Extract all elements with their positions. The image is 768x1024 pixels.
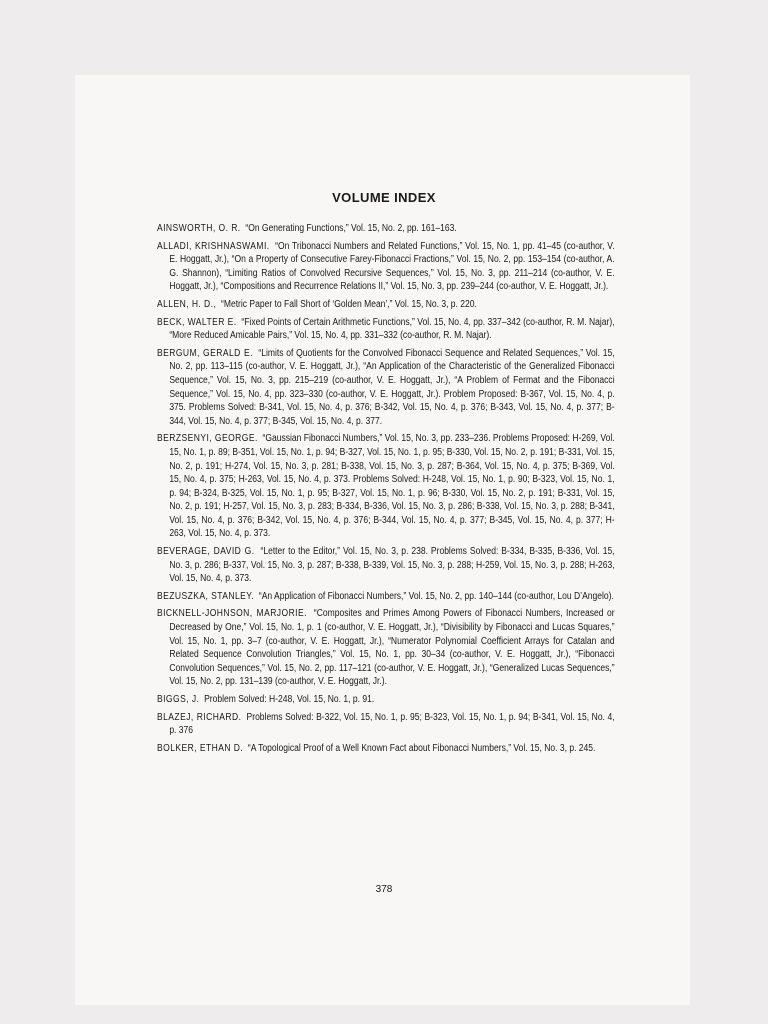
index-entry: [157, 316, 615, 343]
entry-author: BERGUM, GERALD E.: [157, 347, 253, 359]
index-entry: [157, 347, 615, 429]
entry-author: AINSWORTH, O. R.: [157, 223, 241, 234]
entry-text: “Composites and Primes Among Powers of Fibonacci Numbers, Increased or Decreased by One,” Vol. 15, No. 1, p. 1 (co-author, V. E. Hoggatt, Jr.), “Divisibility by Fibonacci and Lucas Squares,” Vol. 15, No. 1, pp. 3–7 (co-author, V. E. Hoggatt, Jr.), “Numerator Polynomial Coefficient Arrays for Catalan and Related Sequence Convolution Triangles,” Vol. 15, No. 1, pp. 30–34 (co-author, V. E. Hoggatt, Jr.), “Fibonacci Convolution Sequences,” Vol. 15, No. 2, pp. 117–121 (co-author, V. E. Hoggatt, Jr.), “Generalized Lucas Sequences,” Vol. 15, No. 2, pp. 131–139 (co-author, V. E. Hoggatt, Jr.).: [169, 608, 615, 688]
entry-text: “An Application of Fibonacci Numbers,” Vol. 15, No. 2, pp. 140–144 (co-author, Lou D’Angelo).: [258, 590, 614, 602]
entry-author: BOLKER, ETHAN D.: [157, 742, 244, 754]
index-entry: [157, 432, 615, 541]
index-entry: [157, 298, 615, 312]
entry-author: ALLADI, KRISHNASWAMI.: [157, 240, 270, 252]
index-entry: [157, 693, 615, 707]
entry-author: BLAZEJ, RICHARD.: [157, 711, 242, 723]
index-entry: [157, 711, 615, 738]
entry-author: ALLEN, H. D.,: [157, 298, 217, 310]
index-entry: [157, 545, 615, 586]
page-title: VOLUME INDEX: [332, 190, 436, 205]
entry-author: BERZSENYI, GEORGE.: [157, 433, 258, 445]
entry-text: Problem Solved: H-248, Vol. 15, No. 1, p. 91.: [204, 694, 375, 705]
index-entry: [157, 590, 615, 604]
entry-text: Problems Solved: B-322, Vol. 15, No. 1, p. 95; B-323, Vol. 15, No. 1, p. 94; B-341, Vol. 15, No. 4, p. 376: [169, 711, 615, 737]
entry-text: “Fixed Points of Certain Arithmetic Functions,” Vol. 15, No. 4, pp. 337–342 (co-author, R. M. Najar), “More Reduced Amicable Pairs,” Vol. 15, No. 4, pp. 331–332 (co-author, R. M. Najar).: [169, 316, 615, 342]
entry-author: BICKNELL-JOHNSON, MARJORIE.: [157, 608, 307, 620]
entry-text: “On Tribonacci Numbers and Related Functions,” Vol. 15, No. 1, pp. 41–45 (co-author, V. E. Hoggatt, Jr.), “On a Property of Consecutive Farey-Fibonacci Fractions,” Vol. 15, No. 2, pp. 153–154 (co-author, A. G. Shannon), “Limiting Ratios of Convolved Recursive Sequences,” Vol. 15, No. 3, pp. 211–214 (co-author, V. E. Hoggatt, Jr.), “Compositions and Recurrence Relations II,” Vol. 15, No. 3, pp. 239–244 (co-author, V. E. Hoggatt, Jr.).: [169, 240, 615, 293]
page-number: 378: [375, 884, 393, 895]
entry-text: “On Generating Functions,” Vol. 15, No. 2, pp. 161–163.: [245, 223, 457, 234]
entry-text: “Limits of Quotients for the Convolved Fibonacci Sequence and Related Sequences,” Vol. 15, No. 2, pp. 113–115 (co-author, V. E. Hoggatt, Jr.), “An Application of the Characteristic of the Generalized Fibonacci Sequence,” Vol. 15, No. 3, pp. 215–219 (co-author, V. E. Hoggatt, Jr.), “A Problem of Fermat and the Fibonacci Sequence,” Vol. 15, No. 4, pp. 323–330 (co-author, V. E. Hoggatt, Jr.). Problem Proposed: B-367, Vol. 15, No. 4, p. 375. Problems Solved: B-341, Vol. 15, No. 4, p. 376; B-342, Vol. 15, No. 4, p. 376; B-343, Vol. 15, No. 4, p. 377; B-344, Vol. 15, No. 4, p. 377; B-345, Vol. 15, No. 4, p. 377.: [169, 347, 615, 427]
entry-text: “Letter to the Editor,” Vol. 15, No. 3, p. 238. Problems Solved: B-334, B-335, B-336, Vol. 15, No. 3, p. 286; B-337, Vol. 15, No. 3, p. 287; B-338, B-339, Vol. 15, No. 3, p. 288; H-259, Vol. 15, No. 3, p. 288; H-263, Vol. 15, No. 4, p. 373.: [169, 546, 615, 585]
entry-author: BECK, WALTER E.: [157, 316, 237, 328]
entry-text: “Metric Paper to Fall Short of ‘Golden Mean’,” Vol. 15, No. 3, p. 220.: [221, 298, 477, 310]
entry-text: “Gaussian Fibonacci Numbers,” Vol. 15, No. 3, pp. 233–236. Problems Proposed: H-269, Vol. 15, No. 1, p. 89; B-351, Vol. 15, No. 1, p. 94; B-327, Vol. 15, No. 1, p. 95; B-330, Vol. 15, No. 2, p. 191; B-331, Vol. 15, No. 2, p. 191; H-274, Vol. 15, No. 3, p. 281; B-338, Vol. 15, No. 3, p. 287; B-364, Vol. 15, No. 4, p. 375; B-369, Vol. 15, No. 4, p. 375; H-263, Vol. 15, No. 4, p. 373. Problems Solved: H-248, Vol. 15, No. 1, p. 90; B-323, Vol. 15, No. 1, p. 94; B-324, B-325, Vol. 15, No. 1, p. 95; B-327, Vol. 15, No. 1, p. 96; B-330, Vol. 15, No. 2, p. 191; B-331, Vol. 15, No. 2, p. 191; H-257, Vol. 15, No. 3, p. 283; B-334, B-336, Vol. 15, No. 3, p. 286; B-338, Vol. 15, No. 3, p. 288; B-341, Vol. 15, No. 4, p. 376; B-342, Vol. 15, No. 4, p. 376; B-344, Vol. 15, No. 4, p. 377; B-345, Vol. 15, No. 4, p. 377; H-263, Vol. 15, No. 4, p. 373.: [169, 433, 615, 540]
entry-author: BEVERAGE, DAVID G.: [157, 546, 255, 558]
entry-author: BIGGS, J.: [157, 694, 200, 705]
index-entry: [157, 222, 615, 236]
index-entry-list: [157, 222, 615, 759]
index-entry: [157, 742, 615, 756]
index-entry: [157, 607, 615, 689]
entry-author: BEZUSZKA, STANLEY.: [157, 590, 255, 602]
entry-text: “A Topological Proof of a Well Known Fact about Fibonacci Numbers,” Vol. 15, No. 3, p. 245.: [247, 742, 596, 754]
index-entry: [157, 240, 615, 294]
